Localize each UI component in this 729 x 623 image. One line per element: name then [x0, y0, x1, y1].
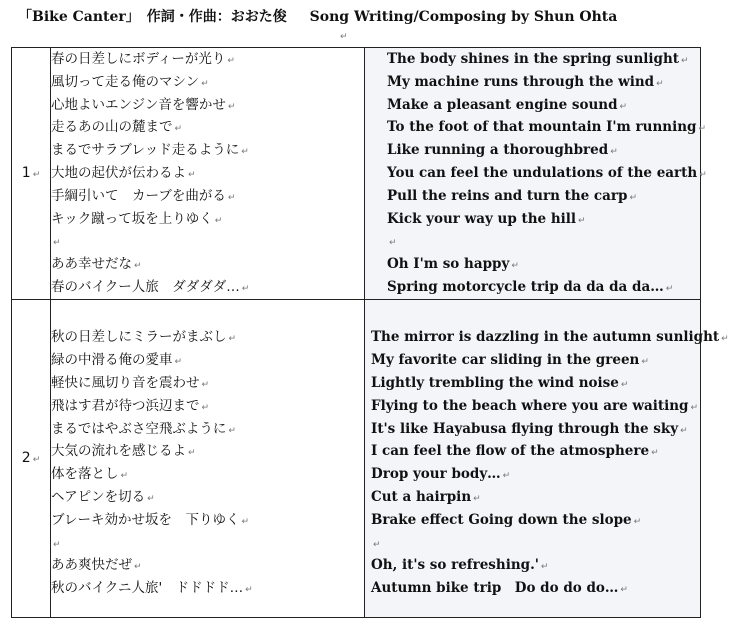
lyric-line-jp: ヘアピンを切る ↵ — [51, 489, 155, 506]
lyric-line-jp: 飛はす君が待つ浜辺まで ↵ — [51, 397, 210, 414]
verse-number-cell — [12, 299, 51, 617]
lyric-line-jp: 体を落とし ↵ — [51, 466, 129, 483]
lyric-line-jp: 緑の中滑る俺の愛車 ↵ — [51, 352, 183, 369]
lyric-line-jp: 心地よいエンジン音を響かせ ↵ — [51, 96, 236, 113]
lyric-line-jp: 秋のバイクニ人旅' ドドドド… ↵ — [51, 580, 253, 597]
lyric-line-en: ↵ — [389, 238, 397, 249]
lyric-line-en: Like running a thoroughbred ↵ — [387, 142, 618, 159]
lyric-line-jp: ↵ — [53, 539, 61, 550]
lyric-line-jp: ああ幸せだな ↵ — [51, 256, 142, 273]
lyric-line-en: Oh, it's so refreshing.' ↵ — [371, 557, 549, 574]
lyric-line-en: Flying to the beach where you are waiting ↵ — [371, 397, 699, 414]
lyric-line-jp: ブレーキ効かせ坂を 下りゆく ↵ — [51, 511, 250, 528]
verse-row — [12, 48, 701, 300]
lyric-line-jp: 秋の日差しにミラーがまぶし ↵ — [51, 329, 237, 346]
paragraph-mark-icon: ↵ — [32, 170, 41, 181]
paragraph-mark-icon: ↵ — [340, 32, 348, 42]
lyric-line-jp: 走るあの山の麓まで ↵ — [51, 119, 183, 136]
document-title — [18, 6, 617, 26]
lyric-line-en: Kick your way up the hill ↵ — [387, 210, 586, 227]
english-lyrics-cell — [365, 299, 729, 617]
lyric-line-en: Make a pleasant engine sound ↵ — [387, 96, 628, 113]
lyric-line-jp: ああ爽快だぜ ↵ — [51, 557, 142, 574]
verse-number-cell — [12, 48, 51, 300]
lyric-line-en: The body shines in the spring sunlight ↵ — [387, 51, 689, 67]
lyric-line-jp: 春のバイクー人旅 ダダダダ… ↵ — [51, 278, 250, 295]
lyric-line-en: Lightly trembling the wind noise ↵ — [371, 375, 629, 392]
japanese-lyrics-cell — [51, 299, 365, 617]
japanese-lyrics-cell — [51, 48, 365, 300]
lyric-line-en: ↵ — [373, 539, 381, 550]
lyric-line-en: It's like Hayabusa flying through the sky ↵ — [371, 420, 688, 437]
paragraph-mark-icon: ↵ — [32, 455, 41, 466]
lyric-line-en: Spring motorcycle trip da da da da… ↵ — [387, 278, 674, 295]
lyric-line-en: Oh I'm so happy ↵ — [387, 256, 519, 273]
lyric-line-en: Autumn bike trip Do do do do… ↵ — [371, 580, 628, 597]
lyric-line-jp: 大気の流れを感じるよ ↵ — [51, 443, 196, 460]
verse-number: 2 — [21, 450, 31, 467]
title-english: Song Writing/Composing by Shun Ohta — [309, 9, 618, 25]
lyric-line-jp: 大地の起伏が伝わるよ ↵ — [51, 164, 196, 181]
verse-row — [12, 299, 701, 617]
lyric-line-jp: まるでサラブレッド走るように ↵ — [51, 142, 249, 159]
lyric-line-en: You can feel the undulations of the earth ↵ — [387, 164, 707, 181]
lyric-line-en: Pull the reins and turn the carp ↵ — [387, 187, 637, 204]
lyric-line-en: To the foot of that mountain I'm running ↵ — [387, 119, 707, 136]
lyric-line-en: My machine runs through the wind ↵ — [387, 73, 664, 90]
verse-number: 1 — [21, 165, 31, 182]
english-lyrics-cell — [365, 48, 707, 300]
lyric-line-jp: 軽快に風切り音を震わせ ↵ — [51, 375, 210, 392]
lyric-line-jp: まるではやぶさ空飛ぶように ↵ — [51, 420, 236, 437]
lyric-line-jp: 手綱引いて カーブを曲がる ↵ — [51, 187, 236, 204]
lyric-line-en: Brake effect Going down the slope ↵ — [371, 511, 642, 528]
lyric-line-jp: ↵ — [53, 238, 61, 249]
lyric-line-en: The mirror is dazzling in the autumn sunlight ↵ — [371, 329, 729, 346]
lyric-line-en: My favorite car sliding in the green ↵ — [371, 352, 649, 369]
lyric-line-en: Cut a hairpin ↵ — [371, 489, 481, 506]
lyric-line-jp: キック蹴って坂を上りゆく ↵ — [51, 210, 223, 227]
lyric-line-en: Drop your body… ↵ — [371, 466, 511, 483]
lyric-line-jp: 風切って走る俺のマシン ↵ — [51, 73, 209, 90]
lyric-line-jp: 春の日差しにボディーが光り ↵ — [51, 51, 235, 67]
title-japanese: 「Bike Canter」 作詞・作曲：おおた俊 — [18, 9, 287, 25]
lyrics-table — [11, 47, 729, 618]
lyric-line-en: I can feel the flow of the atmosphere ↵ — [371, 443, 659, 460]
